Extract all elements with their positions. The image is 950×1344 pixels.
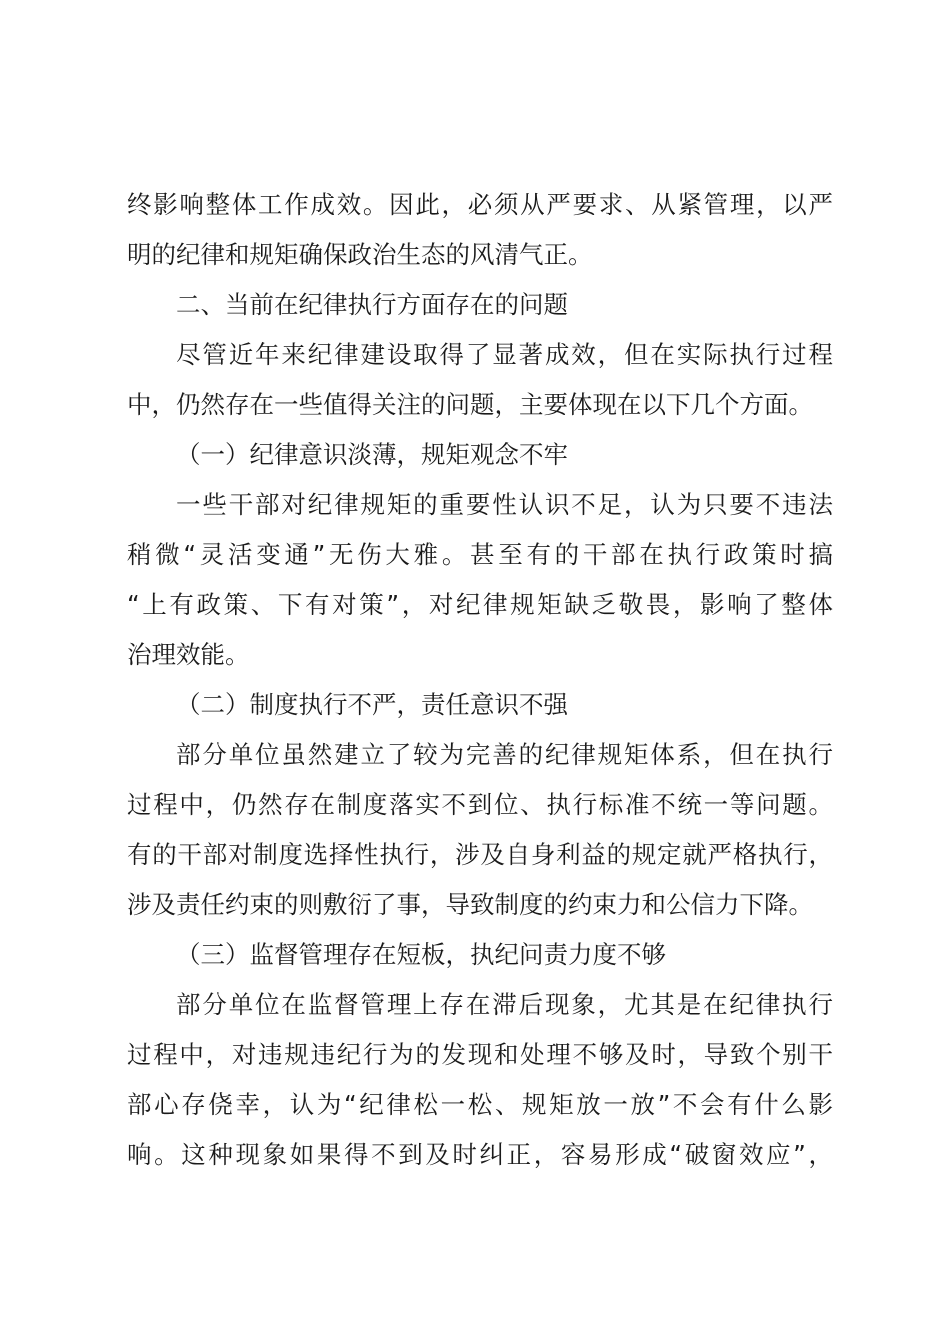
- text-line: 终影响整体工作成效。因此，必须从严要求、从紧管理，以严: [127, 190, 833, 219]
- text-line: 部分单位虽然建立了较为完善的纪律规矩体系，但在执行: [176, 740, 833, 769]
- text-line: 有的干部对制度选择性执行，涉及自身利益的规定就严格执行，: [127, 840, 833, 869]
- text-line: “上有政策、下有对策”，对纪律规矩缺乏敬畏，影响了整体: [127, 590, 833, 619]
- text-line: 明的纪律和规矩确保政治生态的风清气正。: [127, 240, 593, 269]
- text-line: 稍微“灵活变通”无伤大雅。甚至有的干部在执行政策时搞: [127, 540, 833, 569]
- text-line: 尽管近年来纪律建设取得了显著成效，但在实际执行过程: [176, 340, 833, 369]
- text-line: 部心存侥幸，认为“纪律松一松、规矩放一放”不会有什么影: [127, 1090, 833, 1119]
- text-line: 响。这种现象如果得不到及时纠正，容易形成“破窗效应”，: [127, 1140, 833, 1169]
- text-line: 部分单位在监督管理上存在滞后现象，尤其是在纪律执行: [176, 990, 833, 1019]
- text-line: （二）制度执行不严，责任意识不强: [176, 690, 568, 719]
- text-line: （三）监督管理存在短板，执纪问责力度不够: [176, 940, 666, 969]
- text-line: 过程中，对违规违纪行为的发现和处理不够及时，导致个别干: [127, 1040, 833, 1069]
- text-line: 治理效能。: [127, 640, 250, 669]
- text-line: （一）纪律意识淡薄，规矩观念不牢: [176, 440, 568, 469]
- text-line: 过程中，仍然存在制度落实不到位、执行标准不统一等问题。: [127, 790, 833, 819]
- text-line: 一些干部对纪律规矩的重要性认识不足，认为只要不违法: [176, 490, 833, 519]
- text-line: 涉及责任约束的则敷衍了事，导致制度的约束力和公信力下降。: [127, 890, 813, 919]
- document-body: [127, 180, 833, 1180]
- text-line: 中，仍然存在一些值得关注的问题，主要体现在以下几个方面。: [127, 390, 813, 419]
- text-line: 二、当前在纪律执行方面存在的问题: [176, 290, 568, 319]
